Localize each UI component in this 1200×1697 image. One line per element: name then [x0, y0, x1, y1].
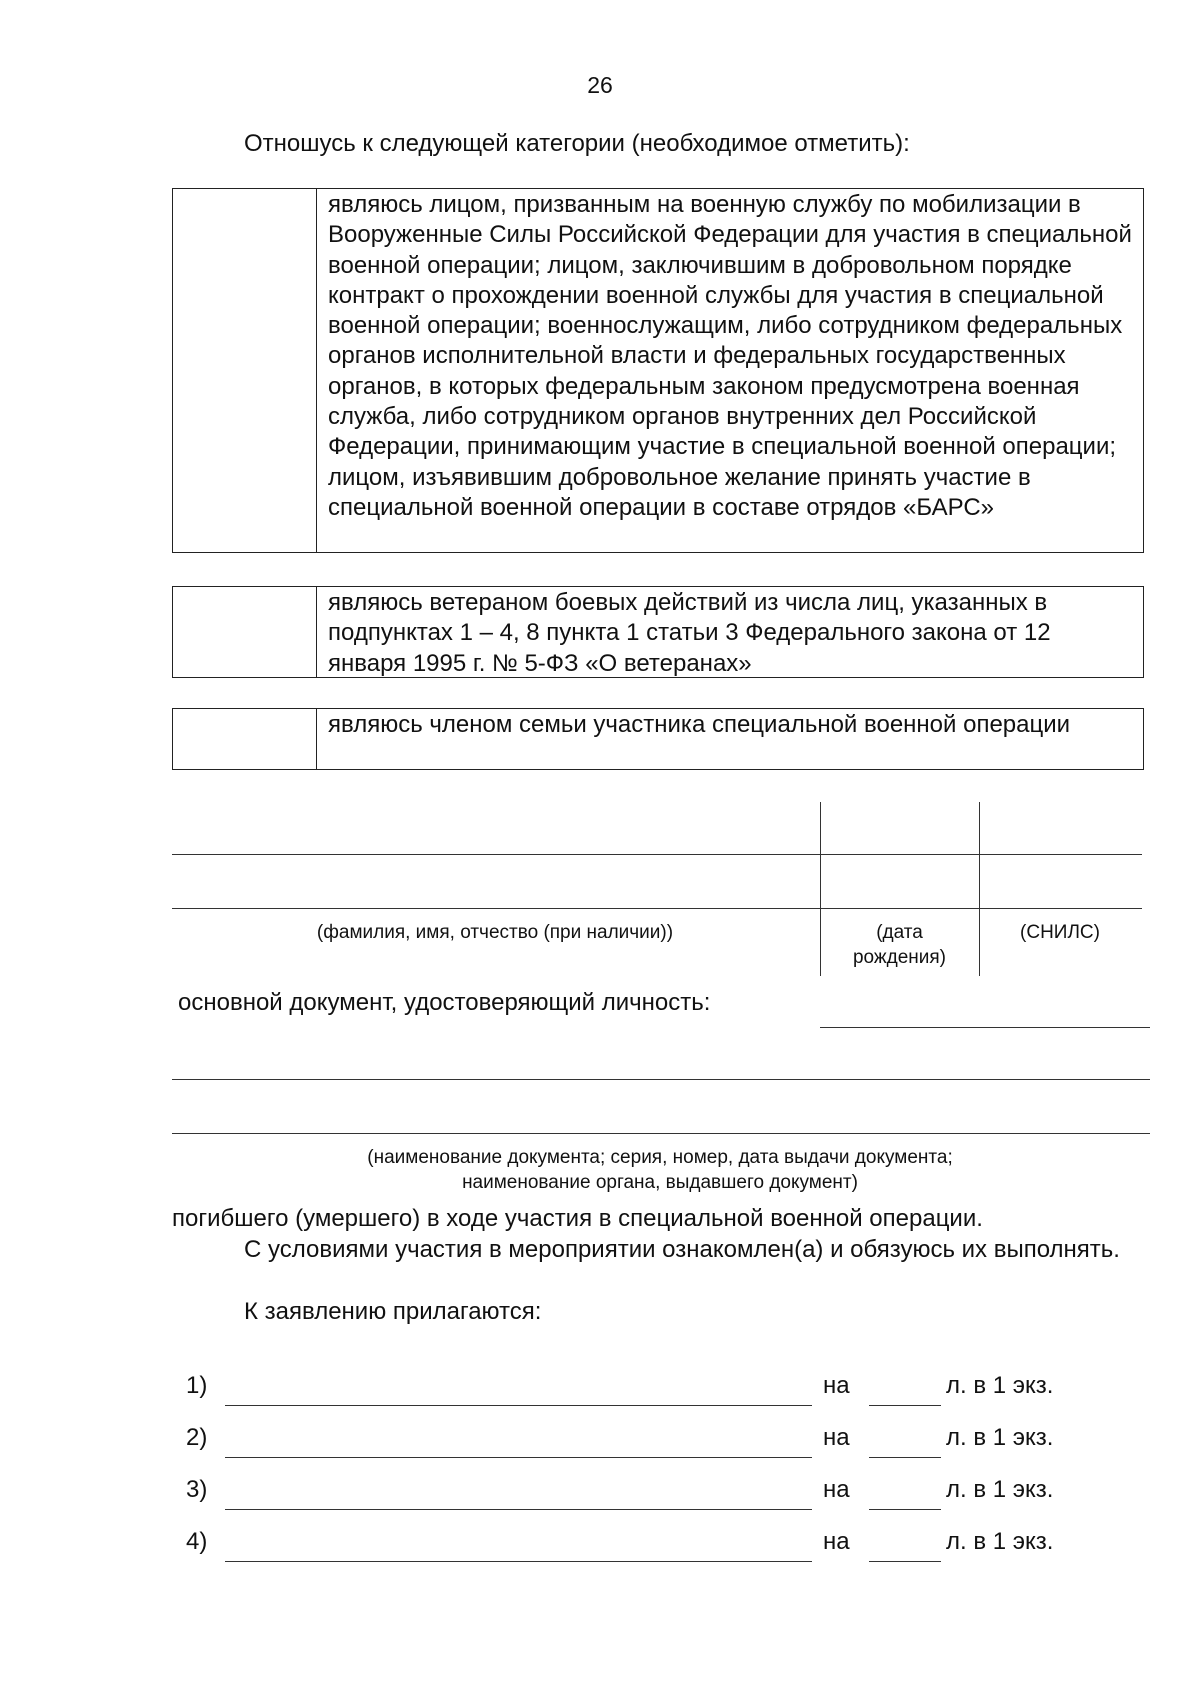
attachment-name-field[interactable]: [225, 1405, 812, 1406]
id-document-line-2[interactable]: [172, 1079, 1150, 1080]
attachment-pages-field[interactable]: [869, 1561, 941, 1562]
attachment-suffix: л. в 1 экз.: [946, 1424, 1054, 1451]
attachment-row: [172, 1518, 1132, 1566]
category-checkbox-mobilized[interactable]: [173, 189, 317, 552]
attachment-number: 3): [186, 1476, 208, 1503]
attachment-row: [172, 1362, 1132, 1410]
attachment-pages-field[interactable]: [869, 1405, 941, 1406]
category-text-family: являюсь членом семьи участника специальной военной операции: [328, 711, 1071, 738]
id-document-label: основной документ, удостоверяющий личность:: [178, 989, 711, 1016]
snils-caption: (СНИЛС): [1020, 922, 1100, 943]
id-document-caption: (наименование документа; серия, номер, дата выдачи документа; наименование органа, выдавшего документ): [367, 1147, 953, 1193]
attachment-na-label: на: [823, 1476, 850, 1503]
category-row-veteran: [172, 586, 1144, 678]
category-intro: Отношусь к следующей категории (необходимое отметить):: [244, 130, 910, 157]
attachment-number: 4): [186, 1528, 208, 1555]
attachments-intro: К заявлению прилагаются:: [244, 1298, 542, 1325]
attachment-pages-field[interactable]: [869, 1509, 941, 1510]
attachment-suffix: л. в 1 экз.: [946, 1372, 1054, 1399]
birth-date-caption: (дата рождения): [852, 922, 946, 968]
attachment-number: 1): [186, 1372, 208, 1399]
agreement-text: С условиями участия в мероприятии ознакомлен(а) и обязуюсь их выполнять.: [244, 1236, 1120, 1263]
attachment-suffix: л. в 1 экз.: [946, 1528, 1054, 1555]
category-text-mobilized: являюсь лицом, призванным на военную службу по мобилизации в Вооруженные Силы Российской Федерации для участия в специальной военной операции; лицом, заключившим в добровольном порядке контракт о прохождении военной службы для участия в специальной военной операции; военнослужащим, либо сотрудником федеральных органов исполнительной власти и федеральных государственных органов, в которых федеральным законом предусмотрена военная служба, либо сотрудником органов внутренних дел Российской Федерации, принимающим участие в специальной военной операции; лицом, изъявившим добровольное желание принять участие в специальной военной операции в составе отрядов «БАРС»: [328, 191, 1132, 521]
attachment-name-field[interactable]: [225, 1561, 812, 1562]
attachment-pages-field[interactable]: [869, 1457, 941, 1458]
category-row-mobilized: [172, 188, 1144, 553]
column-divider: [979, 802, 980, 976]
fio-line-1[interactable]: [172, 854, 1142, 855]
attachment-suffix: л. в 1 экз.: [946, 1476, 1054, 1503]
category-text-veteran: являюсь ветераном боевых действий из числа лиц, указанных в подпунктах 1 – 4, 8 пункта 1 статьи 3 Федерального закона от 12 января 1995 г. № 5-ФЗ «О ветеранах»: [328, 589, 1051, 677]
attachment-na-label: на: [823, 1424, 850, 1451]
fio-caption: (фамилия, имя, отчество (при наличии)): [316, 922, 674, 943]
attachment-na-label: на: [823, 1372, 850, 1399]
attachment-number: 2): [186, 1424, 208, 1451]
category-checkbox-veteran[interactable]: [173, 587, 317, 677]
attachment-row: [172, 1466, 1132, 1514]
page-number: 26: [587, 72, 613, 98]
attachment-row: [172, 1414, 1132, 1462]
category-row-family: [172, 708, 1144, 770]
id-document-line-1[interactable]: [820, 1027, 1150, 1028]
attachment-name-field[interactable]: [225, 1509, 812, 1510]
column-divider: [820, 802, 821, 976]
attachment-name-field[interactable]: [225, 1457, 812, 1458]
deceased-text: погибшего (умершего) в ходе участия в специальной военной операции.: [172, 1205, 983, 1232]
fio-line-2[interactable]: [172, 908, 1142, 909]
category-checkbox-family[interactable]: [173, 709, 317, 769]
id-document-line-3[interactable]: [172, 1133, 1150, 1134]
attachment-na-label: на: [823, 1528, 850, 1555]
